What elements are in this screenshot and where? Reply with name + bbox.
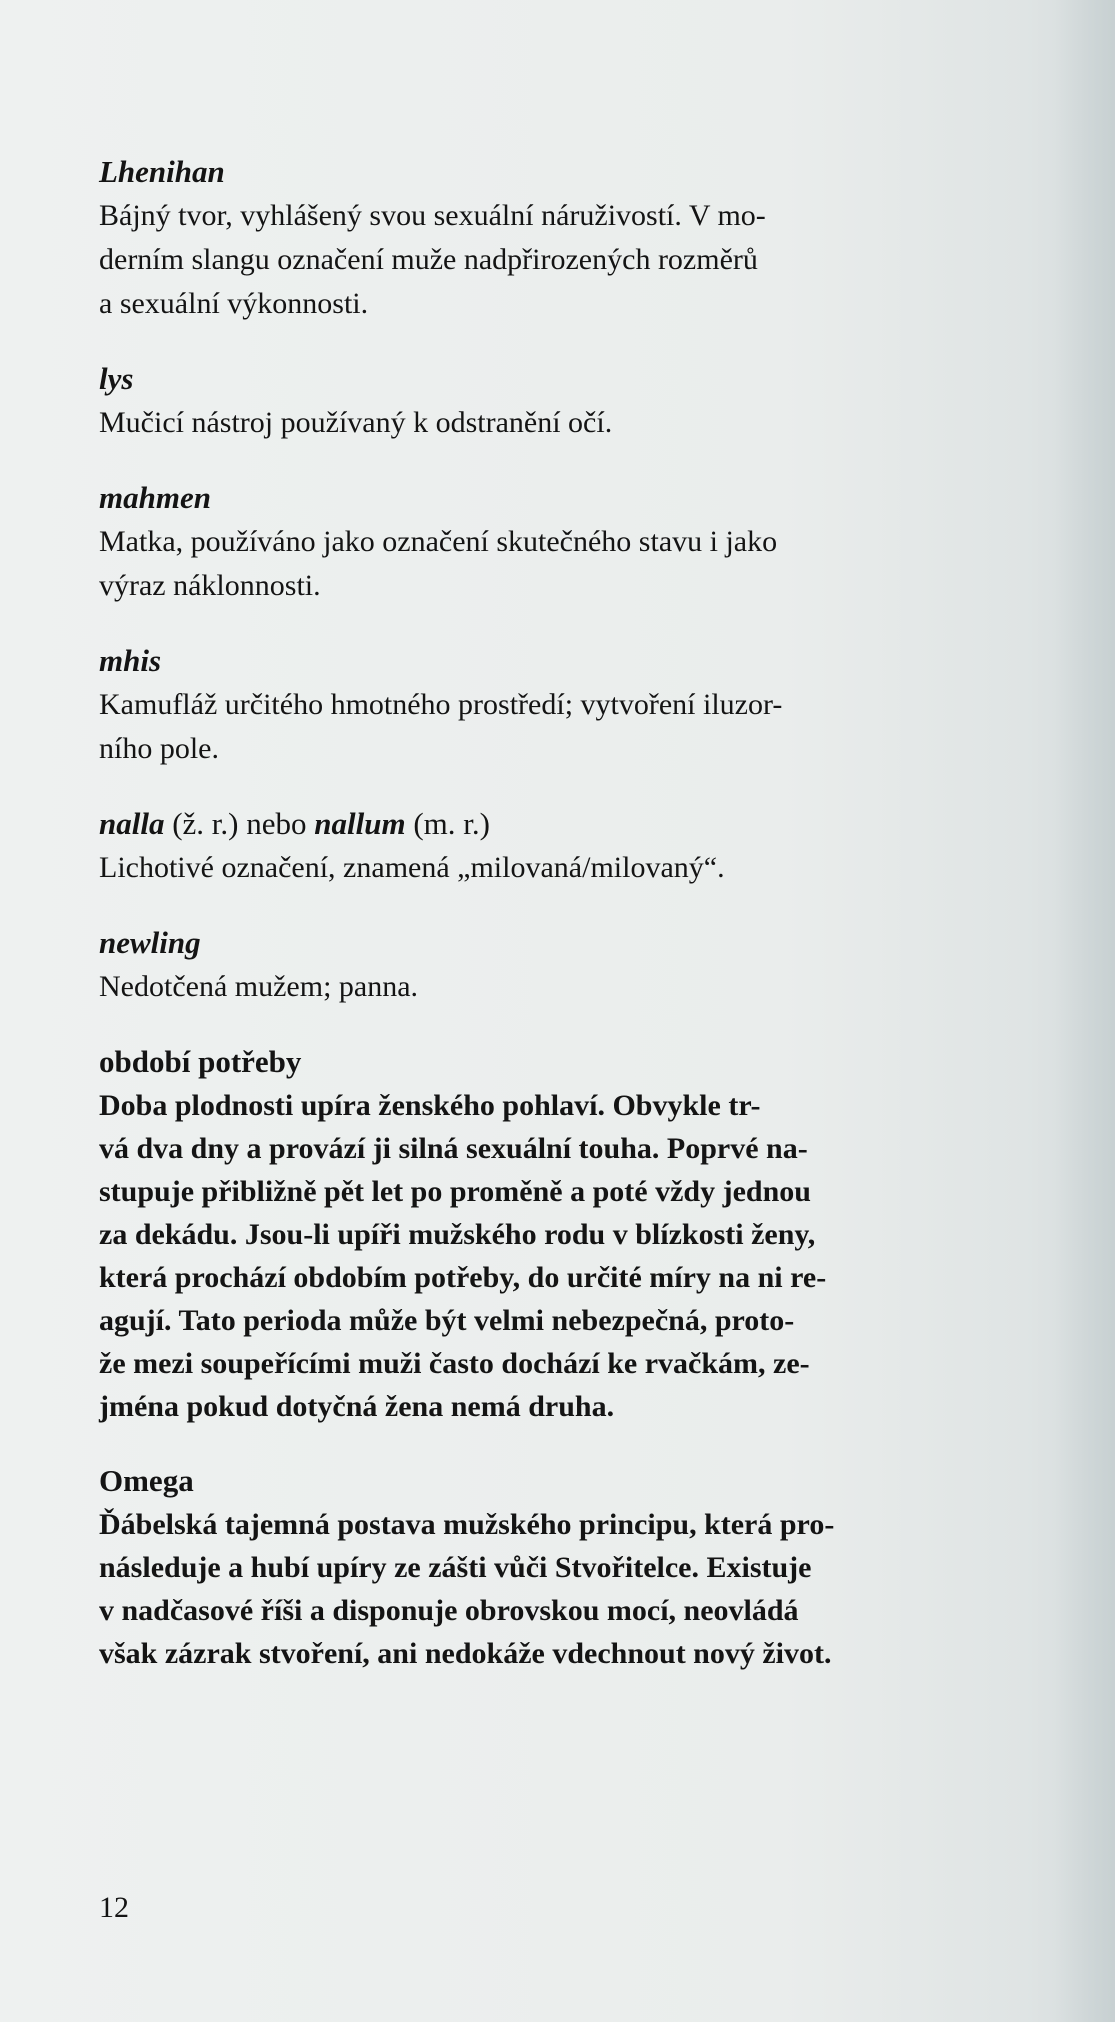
definition-line: agují. Tato perioda může být velmi nebezpečná, proto- (99, 1304, 795, 1337)
entry-term-masculine: nallum (314, 806, 406, 841)
entry-definition (99, 1503, 1034, 1675)
definition-line: že mezi soupeřícími muži často dochází ke rvačkám, ze- (99, 1347, 810, 1380)
glossary-entry-obdobi-potreby (99, 1040, 1034, 1428)
glossary-entry-mahmen (99, 476, 1034, 608)
entry-definition (99, 520, 1034, 608)
entry-definition (99, 683, 1034, 771)
definition-line: Ďábelská tajemná postava mužského principu, která pro- (99, 1508, 835, 1541)
glossary-entry-lhenihan (99, 150, 1034, 326)
definition-line: derním slangu označení muže nadpřirozených rozměrů (99, 243, 758, 276)
glossary-entry-mhis (99, 639, 1034, 771)
gender-note-masculine: (m. r.) (405, 806, 490, 841)
glossary-entry-omega (99, 1459, 1034, 1675)
entry-term: mhis (99, 643, 162, 678)
entry-definition (99, 965, 1034, 1009)
entry-definition (99, 401, 1034, 445)
entry-term-feminine: nalla (99, 806, 165, 841)
definition-line: Nedotčená mužem; panna. (99, 970, 419, 1003)
gender-note-feminine: (ž. r.) nebo (164, 806, 315, 841)
definition-line: Bájný tvor, vyhlášený svou sexuální náruživostí. V mo- (99, 199, 766, 232)
entry-term: mahmen (99, 480, 211, 515)
definition-line: však zázrak stvoření, ani nedokáže vdechnout nový život. (99, 1637, 832, 1670)
entry-term: období potřeby (99, 1044, 302, 1079)
entry-term: Lhenihan (99, 154, 225, 189)
entry-term-line (99, 802, 1034, 846)
page-edge-shadow (1055, 0, 1115, 2022)
definition-line: ního pole. (99, 732, 219, 765)
definition-line: Lichotivé označení, znamená „milovaná/milovaný“. (99, 851, 725, 884)
glossary-entry-lys (99, 357, 1034, 445)
glossary-content (99, 150, 1034, 1706)
definition-line: vá dva dny a provází ji silná sexuální touha. Poprvé na- (99, 1132, 808, 1165)
page-number: 12 (99, 1891, 129, 1924)
definition-line: Mučicí nástroj používaný k odstranění očí. (99, 406, 613, 439)
glossary-entry-newling (99, 921, 1034, 1009)
definition-line: stupuje přibližně pět let po proměně a poté vždy jednou (99, 1175, 811, 1208)
glossary-entry-nalla (99, 802, 1034, 890)
definition-line: v nadčasové říši a disponuje obrovskou mocí, neovládá (99, 1594, 799, 1627)
entry-term: lys (99, 361, 134, 396)
definition-line: výraz náklonnosti. (99, 569, 321, 602)
definition-line: následuje a hubí upíry ze zášti vůči Stvořitelce. Existuje (99, 1551, 812, 1584)
definition-line: Kamufláž určitého hmotného prostředí; vytvoření iluzor- (99, 688, 783, 721)
definition-line: jména pokud dotyčná žena nemá druha. (99, 1390, 615, 1423)
entry-definition (99, 846, 1034, 890)
definition-line: která prochází obdobím potřeby, do určité míry na ni re- (99, 1261, 827, 1294)
definition-line: za dekádu. Jsou-li upíři mužského rodu v blízkosti ženy, (99, 1218, 816, 1251)
definition-line: Matka, používáno jako označení skutečného stavu i jako (99, 525, 778, 558)
definition-line: a sexuální výkonnosti. (99, 287, 369, 320)
definition-line: Doba plodnosti upíra ženského pohlaví. Obvykle tr- (99, 1089, 761, 1122)
entry-definition (99, 1084, 1034, 1428)
entry-definition (99, 194, 1034, 326)
entry-term: Omega (99, 1463, 194, 1498)
entry-term: newling (99, 925, 201, 960)
